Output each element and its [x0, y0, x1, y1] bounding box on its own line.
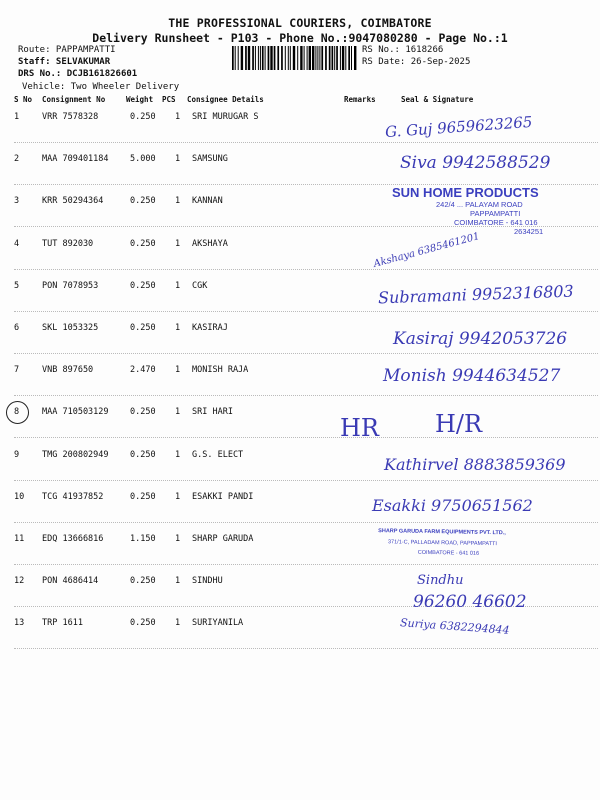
row-consignee: SAMSUNG [192, 154, 228, 164]
stamp-sharp-line-1: SHARP GARUDA FARM EQUIPMENTS PVT. LTD., [378, 528, 506, 537]
col-pcs: PCS [162, 95, 176, 104]
row-divider [14, 395, 598, 396]
col-consignee: Consignee Details [187, 95, 264, 104]
route-label: Route: PAPPAMPATTI [18, 45, 116, 55]
row-consignee: SRI HARI [192, 407, 233, 417]
row-divider [14, 311, 598, 312]
row-consignment-no: KRR 50294364 [42, 196, 104, 206]
row-consignment-no: TRP 1611 [42, 618, 83, 628]
row-pcs: 1 [175, 281, 181, 291]
col-consignment: Consignment No [42, 95, 106, 104]
row-weight: 0.250 [130, 196, 156, 206]
row-sno: 10 [14, 492, 25, 502]
row-consignee: G.S. ELECT [192, 450, 244, 460]
signature-row-13: Suriya 6382294844 [399, 616, 510, 637]
row-pcs: 1 [175, 112, 181, 122]
sun-home-stamp [392, 185, 592, 236]
row-consignee: CGK [192, 281, 208, 291]
row-consignee: ESAKKI PANDI [192, 492, 254, 502]
row-sno: 6 [14, 323, 20, 333]
col-remarks: Remarks [344, 95, 376, 104]
sharp-garuda-stamp [378, 528, 598, 559]
col-sno: S No [14, 95, 33, 104]
row-weight: 0.250 [130, 407, 156, 417]
row-consignment-no: PON 7078953 [42, 281, 99, 291]
row-consignee: KANNAN [192, 196, 223, 206]
row-pcs: 1 [175, 576, 181, 586]
row-consignment-no: SKL 1053325 [42, 323, 99, 333]
signature-row-7: Monish 9944634527 [383, 366, 561, 386]
row-sno: 9 [14, 450, 20, 460]
row-pcs: 1 [175, 196, 181, 206]
row-pcs: 1 [175, 407, 181, 417]
row-consignee: MONISH RAJA [192, 365, 249, 375]
row-sno: 12 [14, 576, 25, 586]
rs-number: RS No.: 1618266 [362, 45, 444, 55]
row-pcs: 1 [175, 154, 181, 164]
row-weight: 0.250 [130, 492, 156, 502]
row-consignee: AKSHAYA [192, 239, 228, 249]
row-consignment-no: EDQ 13666816 [42, 534, 104, 544]
signature-row-4: Akshaya 6385461201 [372, 231, 481, 270]
row-consignee: SRI MURUGAR S [192, 112, 259, 122]
row-divider [14, 522, 598, 523]
row-weight: 1.150 [130, 534, 156, 544]
stamp-address-2: PAPPAMPATTI [470, 209, 521, 218]
row-pcs: 1 [175, 365, 181, 375]
row-divider [14, 353, 598, 354]
stamp-sharp-line-3: COIMBATORE - 641 016 [417, 549, 480, 557]
row-divider [14, 648, 598, 649]
row-sno: 5 [14, 281, 20, 291]
row-pcs: 1 [175, 239, 181, 249]
signature-row-10: Esakki 9750651562 [372, 496, 533, 515]
row-pcs: 1 [175, 323, 181, 333]
row-divider [14, 142, 598, 143]
row-divider [14, 269, 598, 270]
row-consignment-no: PON 4686414 [42, 576, 99, 586]
row-divider [14, 564, 598, 565]
row-weight: 0.250 [130, 618, 156, 628]
row-sno: 8 [14, 407, 20, 417]
row-weight: 0.250 [130, 281, 156, 291]
row-weight: 0.250 [130, 450, 156, 460]
stamp-sharp-line-2: 371/1-C, PALLADAM ROAD, PAPPAMPATTI [387, 539, 497, 548]
row-consignment-no: TCG 41937852 [42, 492, 104, 502]
row-consignee: SURIYANILA [192, 618, 244, 628]
drs-label: DRS No.: DCJB161826601 [18, 69, 138, 79]
row-sno: 2 [14, 154, 20, 164]
stamp-phone: 2634251 [514, 227, 544, 236]
signature-row-8-a: HR [340, 414, 379, 442]
row-sno: 3 [14, 196, 20, 206]
row-divider [14, 480, 598, 481]
row-pcs: 1 [175, 534, 181, 544]
signature-row-6: Kasiraj 9942053726 [393, 329, 568, 349]
stamp-company-name: SUN HOME PRODUCTS [392, 185, 539, 200]
row-sno: 4 [14, 239, 20, 249]
row-8-circle-mark [6, 401, 29, 424]
row-weight: 2.470 [130, 365, 156, 375]
rs-date: RS Date: 26-Sep-2025 [362, 57, 471, 67]
row-consignment-no: VRR 7578328 [42, 112, 99, 122]
signature-row-2: Siva 9942588529 [400, 153, 551, 173]
row-sno: 7 [14, 365, 20, 375]
row-weight: 0.250 [130, 576, 156, 586]
signature-row-5: Subramani 9952316803 [377, 281, 574, 308]
vehicle-label: Vehicle: Two Wheeler Delivery [22, 82, 180, 92]
row-pcs: 1 [175, 450, 181, 460]
row-consignment-no: TMG 200802949 [42, 450, 109, 460]
row-consignment-no: TUT 892030 [42, 239, 94, 249]
row-sno: 13 [14, 618, 25, 628]
row-sno: 11 [14, 534, 25, 544]
signature-row-12-name: Sindhu [417, 573, 464, 588]
row-consignment-no: MAA 710503129 [42, 407, 109, 417]
row-sno: 1 [14, 112, 20, 122]
row-pcs: 1 [175, 492, 181, 502]
runsheet-subtitle: Delivery Runsheet - P103 - Phone No.:9047080280 - Page No.:1 [92, 31, 508, 45]
signature-row-9: Kathirvel 8883859369 [384, 455, 566, 474]
stamp-address-3: COIMBATORE - 641 016 [454, 218, 538, 227]
row-consignment-no: MAA 709401184 [42, 154, 109, 164]
company-title: THE PROFESSIONAL COURIERS, COIMBATORE [168, 16, 432, 30]
row-divider [14, 437, 598, 438]
row-consignee: SINDHU [192, 576, 223, 586]
row-consignee: KASIRAJ [192, 323, 228, 333]
signature-row-1: G. Guj 9659623265 [384, 112, 533, 142]
barcode [232, 46, 357, 70]
signature-row-8-b: H/R [435, 410, 483, 438]
row-weight: 0.250 [130, 112, 156, 122]
row-consignee: SHARP GARUDA [192, 534, 254, 544]
signature-row-12-phone: 96260 46602 [413, 592, 527, 612]
row-weight: 0.250 [130, 239, 156, 249]
row-weight: 5.000 [130, 154, 156, 164]
row-weight: 0.250 [130, 323, 156, 333]
row-pcs: 1 [175, 618, 181, 628]
staff-label: Staff: SELVAKUMAR [18, 57, 111, 67]
col-weight: Weight [126, 95, 154, 104]
col-seal-signature: Seal & Signature [401, 95, 474, 104]
row-consignment-no: VNB 897650 [42, 365, 94, 375]
stamp-address-1: 242/4 ... PALAYAM ROAD [436, 200, 523, 209]
